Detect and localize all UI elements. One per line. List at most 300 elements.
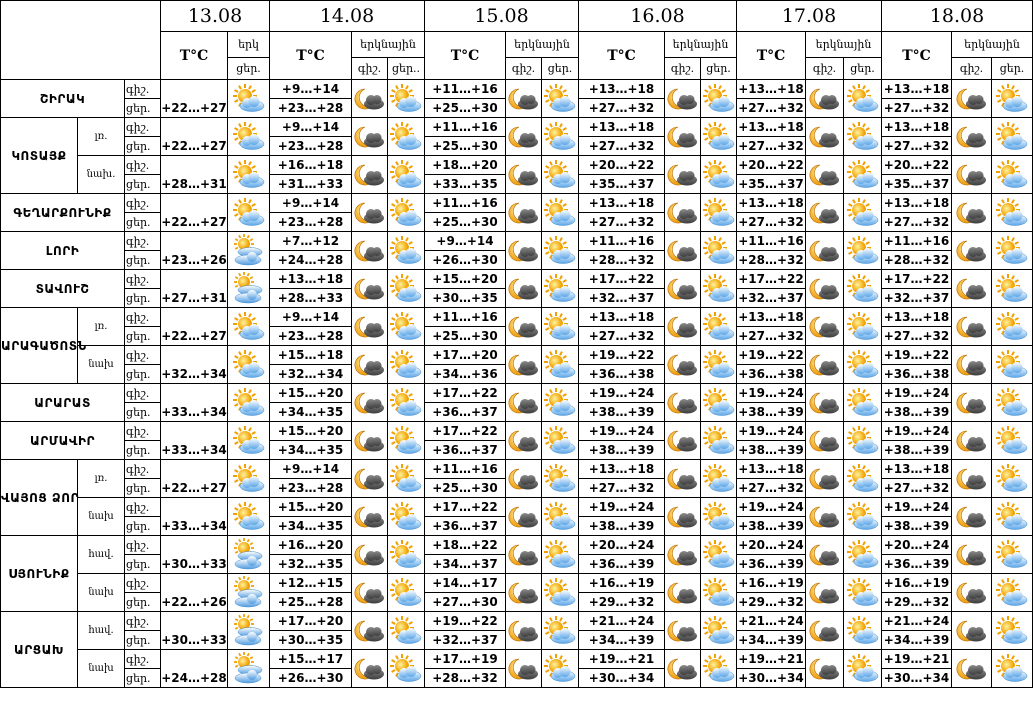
region-name: ԳԵՂԱՐՔՈՒՆԻՔ	[1, 194, 125, 232]
temp-day-value: +32…+37	[737, 289, 806, 308]
temp-night-value: +11…+16	[425, 118, 506, 137]
temp-day-value: +32…+37	[579, 289, 665, 308]
moon-cloud-icon	[952, 194, 992, 232]
temp-day-value: +34…+39	[737, 631, 806, 650]
temp-day-value: +28…+32	[737, 251, 806, 270]
weather-header: երկնային	[952, 32, 1033, 58]
day-subheader: ցեր.	[992, 58, 1033, 80]
sun-cloud-icon	[844, 612, 882, 650]
region-name: ԱՐԱՐԱՏ	[1, 384, 125, 422]
temp-day-value: +35…+37	[882, 175, 952, 194]
sun-cloud-icon	[388, 422, 425, 460]
moon-cloud-icon	[806, 80, 844, 118]
moon-cloud-icon	[665, 194, 701, 232]
moon-cloud-icon	[352, 346, 388, 384]
time-night-label: գիշ.	[125, 194, 161, 213]
sun-cloud-icon	[388, 612, 425, 650]
subregion-name: նախ	[78, 498, 125, 536]
temp-day-value: +34…+35	[270, 441, 352, 460]
temp-header: T°C	[161, 32, 228, 80]
sun-cloud-icon	[542, 612, 579, 650]
time-night-label: գիշ.	[125, 346, 161, 365]
time-night-label: գիշ.	[125, 232, 161, 251]
sun-cloud-icon	[542, 308, 579, 346]
sun-cloud-icon	[992, 80, 1033, 118]
temp-night-value: +20…+24	[882, 536, 952, 555]
temp-night-value: +19…+22	[737, 346, 806, 365]
sun-cloud-icon	[992, 574, 1033, 612]
temp-day-value: +35…+37	[579, 175, 665, 194]
subregion-name: նախ	[78, 346, 125, 384]
sun-cloud-icon	[542, 498, 579, 536]
temp-night-value: +13…+18	[737, 460, 806, 479]
weather-header: երկնային	[806, 32, 882, 58]
temp-day-value: +27…+32	[579, 137, 665, 156]
temp-night-value: +20…+24	[737, 536, 806, 555]
temp-night-value: +14…+17	[425, 574, 506, 593]
sun-cloud-icon	[844, 384, 882, 422]
sun-cloud-icon	[992, 460, 1033, 498]
temp-day-value: +23…+28	[270, 99, 352, 118]
sun-cloud-icon	[992, 612, 1033, 650]
temp-night-value: +13…+18	[579, 460, 665, 479]
moon-cloud-icon	[506, 346, 542, 384]
moon-cloud-icon	[506, 650, 542, 688]
temp-day-value: +30…+34	[882, 669, 952, 688]
moon-cloud-icon	[352, 498, 388, 536]
temp-day-value: +36…+37	[425, 517, 506, 536]
temp-day-value: +34…+39	[882, 631, 952, 650]
sun-cloud-icon	[844, 650, 882, 688]
region-name: ԼՈՐԻ	[1, 232, 125, 270]
date-header: 16.08	[579, 1, 737, 32]
temp-night-value: +20…+22	[737, 156, 806, 175]
moon-cloud-icon	[665, 460, 701, 498]
temp-night-value: +9…+14	[425, 232, 506, 251]
sun-cloud-icon	[701, 574, 737, 612]
sun-cloud-icon	[388, 80, 425, 118]
temp-value: +27…+31	[161, 270, 228, 308]
sun-cloud-icon	[228, 346, 270, 384]
temp-night-value: +19…+24	[882, 498, 952, 517]
subregion-name: լռ.	[78, 118, 125, 156]
temp-night-value: +19…+21	[882, 650, 952, 669]
temp-day-value: +38…+39	[737, 441, 806, 460]
moon-cloud-icon	[665, 574, 701, 612]
moon-cloud-icon	[506, 308, 542, 346]
temp-night-value: +16…+19	[882, 574, 952, 593]
temp-value: +22…+27	[161, 460, 228, 498]
subregion-name: հավ.	[78, 536, 125, 574]
region-name: ՏԱՎՈՒՇ	[1, 270, 125, 308]
temp-day-value: +23…+28	[270, 213, 352, 232]
temp-value: +22…+27	[161, 194, 228, 232]
sun-cloud-icon	[844, 156, 882, 194]
temp-day-value: +32…+35	[270, 555, 352, 574]
sun-cloud-icon	[388, 270, 425, 308]
temp-day-value: +34…+35	[270, 403, 352, 422]
temp-day-value: +26…+30	[270, 669, 352, 688]
temp-night-value: +21…+24	[579, 612, 665, 631]
sun-cloud-icon	[542, 80, 579, 118]
time-day-label: ցեր.	[125, 365, 161, 384]
temp-header: T°C	[425, 32, 506, 80]
moon-cloud-icon	[952, 156, 992, 194]
moon-cloud-icon	[806, 460, 844, 498]
moon-cloud-icon	[506, 536, 542, 574]
moon-cloud-icon	[952, 574, 992, 612]
sun-cloud-icon	[992, 498, 1033, 536]
temp-day-value: +27…+32	[579, 213, 665, 232]
temp-day-value: +35…+37	[737, 175, 806, 194]
time-night-label: գիշ.	[125, 650, 161, 669]
temp-day-value: +23…+28	[270, 327, 352, 346]
sun-cloud-icon	[992, 650, 1033, 688]
temp-night-value: +17…+22	[425, 422, 506, 441]
temp-day-value: +27…+32	[737, 479, 806, 498]
temp-day-value: +34…+39	[579, 631, 665, 650]
moon-cloud-icon	[506, 80, 542, 118]
subregion-name: նախ.	[78, 156, 125, 194]
time-night-label: գիշ.	[125, 118, 161, 137]
temp-day-value: +36…+39	[737, 555, 806, 574]
sun-cloud-icon	[992, 346, 1033, 384]
moon-cloud-icon	[506, 194, 542, 232]
sun-cloud-icon	[701, 612, 737, 650]
sun-cloud-icon	[701, 118, 737, 156]
temp-day-value: +38…+39	[579, 517, 665, 536]
sun-cloud-icon	[701, 384, 737, 422]
sun-heavy-clouds-icon	[228, 536, 270, 574]
sun-heavy-clouds-icon	[228, 650, 270, 688]
moon-cloud-icon	[665, 422, 701, 460]
sun-cloud-icon	[701, 650, 737, 688]
temp-night-value: +13…+18	[882, 118, 952, 137]
weather-header: երկնային	[506, 32, 579, 58]
temp-day-value: +29…+32	[882, 593, 952, 612]
sun-cloud-icon	[992, 232, 1033, 270]
temp-day-value: +32…+37	[882, 289, 952, 308]
sun-cloud-icon	[844, 574, 882, 612]
moon-cloud-icon	[506, 384, 542, 422]
moon-cloud-icon	[806, 422, 844, 460]
moon-cloud-icon	[806, 232, 844, 270]
temp-night-value: +19…+24	[882, 422, 952, 441]
temp-day-value: +27…+32	[882, 327, 952, 346]
temp-night-value: +17…+20	[425, 346, 506, 365]
temp-value: +33…+34	[161, 498, 228, 536]
moon-cloud-icon	[806, 346, 844, 384]
temp-night-value: +19…+24	[882, 384, 952, 403]
subregion-name: լռ.	[78, 460, 125, 498]
moon-cloud-icon	[952, 612, 992, 650]
temp-night-value: +21…+24	[882, 612, 952, 631]
sun-cloud-icon	[542, 574, 579, 612]
region-name: ԱՐՄԱՎԻՐ	[1, 422, 125, 460]
temp-day-value: +38…+39	[579, 403, 665, 422]
time-day-label: ցեր.	[125, 517, 161, 536]
day-subheader: ցեր.	[844, 58, 882, 80]
day-subheader: ցեր..	[388, 58, 425, 80]
temp-value: +33…+34	[161, 384, 228, 422]
temp-night-value: +15…+20	[270, 384, 352, 403]
moon-cloud-icon	[665, 118, 701, 156]
moon-cloud-icon	[506, 422, 542, 460]
moon-cloud-icon	[806, 536, 844, 574]
sun-cloud-icon	[388, 498, 425, 536]
moon-cloud-icon	[352, 270, 388, 308]
moon-cloud-icon	[806, 574, 844, 612]
day-subheader: ցեր.	[542, 58, 579, 80]
temp-day-value: +31…+33	[270, 175, 352, 194]
temp-value: +30…+33	[161, 536, 228, 574]
temp-day-value: +30…+35	[270, 631, 352, 650]
moon-cloud-icon	[665, 384, 701, 422]
temp-night-value: +20…+24	[579, 536, 665, 555]
time-day-label: ցեր.	[125, 289, 161, 308]
sun-cloud-icon	[228, 308, 270, 346]
temp-night-value: +13…+18	[882, 460, 952, 479]
sun-cloud-icon	[844, 460, 882, 498]
moon-cloud-icon	[952, 536, 992, 574]
moon-cloud-icon	[806, 118, 844, 156]
sun-cloud-icon	[992, 384, 1033, 422]
time-night-label: գիշ.	[125, 498, 161, 517]
temp-night-value: +11…+16	[425, 80, 506, 99]
temp-night-value: +13…+18	[579, 118, 665, 137]
temp-day-value: +38…+39	[579, 441, 665, 460]
moon-cloud-icon	[806, 384, 844, 422]
subregion-name: հավ.	[78, 612, 125, 650]
time-day-label: ցեր.	[125, 631, 161, 650]
subregion-name: նախ	[78, 650, 125, 688]
moon-cloud-icon	[952, 498, 992, 536]
moon-cloud-icon	[352, 536, 388, 574]
temp-day-value: +30…+34	[579, 669, 665, 688]
temp-value: +24…+28	[161, 650, 228, 688]
sun-cloud-icon	[388, 574, 425, 612]
sun-cloud-icon	[542, 194, 579, 232]
moon-cloud-icon	[506, 118, 542, 156]
sun-cloud-icon	[228, 460, 270, 498]
moon-cloud-icon	[665, 650, 701, 688]
temp-night-value: +19…+24	[579, 422, 665, 441]
night-subheader: գիշ.	[952, 58, 992, 80]
temp-night-value: +19…+24	[579, 498, 665, 517]
temp-night-value: +15…+20	[270, 422, 352, 441]
temp-value: +22…+27	[161, 118, 228, 156]
moon-cloud-icon	[352, 650, 388, 688]
temp-night-value: +18…+20	[425, 156, 506, 175]
temp-night-value: +16…+19	[579, 574, 665, 593]
temp-night-value: +11…+16	[425, 460, 506, 479]
temp-night-value: +13…+18	[579, 308, 665, 327]
temp-night-value: +19…+24	[737, 422, 806, 441]
moon-cloud-icon	[665, 270, 701, 308]
date-header: 17.08	[737, 1, 882, 32]
sun-cloud-icon	[542, 232, 579, 270]
moon-cloud-icon	[806, 650, 844, 688]
temp-day-value: +25…+28	[270, 593, 352, 612]
day-subheader: ցեր.	[701, 58, 737, 80]
sun-heavy-clouds-icon	[228, 612, 270, 650]
temp-night-value: +13…+18	[270, 270, 352, 289]
temp-value: +22…+26	[161, 574, 228, 612]
sun-cloud-icon	[844, 194, 882, 232]
moon-cloud-icon	[806, 308, 844, 346]
temp-day-value: +27…+32	[882, 479, 952, 498]
temp-day-value: +36…+38	[882, 365, 952, 384]
temp-value: +30…+33	[161, 612, 228, 650]
temp-night-value: +13…+18	[737, 118, 806, 137]
temp-day-value: +25…+30	[425, 327, 506, 346]
time-day-label: ցեր.	[125, 137, 161, 156]
time-day-label: ցեր.	[125, 669, 161, 688]
weather-header: երկ	[228, 32, 270, 58]
moon-cloud-icon	[952, 232, 992, 270]
temp-night-value: +19…+22	[579, 346, 665, 365]
temp-night-value: +9…+14	[270, 460, 352, 479]
sun-cloud-icon	[388, 536, 425, 574]
sun-cloud-icon	[228, 194, 270, 232]
temp-day-value: +33…+35	[425, 175, 506, 194]
moon-cloud-icon	[506, 498, 542, 536]
temp-night-value: +9…+14	[270, 194, 352, 213]
sun-cloud-icon	[992, 422, 1033, 460]
night-subheader: գիշ.	[506, 58, 542, 80]
moon-cloud-icon	[806, 194, 844, 232]
sun-cloud-icon	[388, 346, 425, 384]
temp-night-value: +7…+12	[270, 232, 352, 251]
time-night-label: գիշ.	[125, 384, 161, 403]
temp-day-value: +27…+30	[425, 593, 506, 612]
night-subheader: գիշ.	[665, 58, 701, 80]
temp-day-value: +38…+39	[737, 517, 806, 536]
temp-value: +28…+31	[161, 156, 228, 194]
time-night-label: գիշ.	[125, 536, 161, 555]
sun-cloud-icon	[701, 270, 737, 308]
temp-day-value: +24…+28	[270, 251, 352, 270]
temp-day-value: +38…+39	[882, 403, 952, 422]
moon-cloud-icon	[806, 270, 844, 308]
sun-cloud-icon	[388, 118, 425, 156]
sun-cloud-icon	[844, 80, 882, 118]
sun-cloud-icon	[701, 346, 737, 384]
temp-night-value: +17…+22	[737, 270, 806, 289]
temp-day-value: +29…+32	[579, 593, 665, 612]
time-day-label: ցեր.	[125, 251, 161, 270]
sun-cloud-icon	[992, 308, 1033, 346]
temp-day-value: +27…+32	[882, 137, 952, 156]
time-day-label: ցեր.	[125, 175, 161, 194]
temp-day-value: +27…+32	[579, 99, 665, 118]
moon-cloud-icon	[506, 460, 542, 498]
temp-value: +33…+34	[161, 422, 228, 460]
temp-night-value: +11…+16	[737, 232, 806, 251]
sun-cloud-icon	[992, 270, 1033, 308]
temp-day-value: +32…+37	[425, 631, 506, 650]
temp-day-value: +23…+28	[270, 137, 352, 156]
temp-night-value: +19…+24	[737, 498, 806, 517]
corner-cell	[1, 1, 161, 80]
sun-cloud-icon	[388, 650, 425, 688]
sun-cloud-icon	[542, 346, 579, 384]
time-day-label: ցեր.	[125, 593, 161, 612]
moon-cloud-icon	[665, 536, 701, 574]
temp-day-value: +36…+39	[579, 555, 665, 574]
temp-night-value: +20…+22	[579, 156, 665, 175]
moon-cloud-icon	[952, 650, 992, 688]
moon-cloud-icon	[352, 80, 388, 118]
time-day-label: ցեր.	[125, 441, 161, 460]
temp-day-value: +28…+32	[425, 669, 506, 688]
region-name: ԿՈՏԱՅՔ	[1, 118, 78, 194]
temp-day-value: +36…+39	[882, 555, 952, 574]
moon-cloud-icon	[952, 270, 992, 308]
temp-header: T°C	[270, 32, 352, 80]
temp-header: T°C	[579, 32, 665, 80]
temp-night-value: +9…+14	[270, 80, 352, 99]
weather-header: երկնային	[352, 32, 425, 58]
region-name: ՍՅՈՒՆԻՔ	[1, 536, 78, 612]
temp-day-value: +25…+30	[425, 479, 506, 498]
time-day-label: ցեր.	[125, 327, 161, 346]
date-header: 15.08	[425, 1, 579, 32]
sun-heavy-clouds-icon	[228, 270, 270, 308]
moon-cloud-icon	[952, 118, 992, 156]
temp-day-value: +36…+38	[737, 365, 806, 384]
temp-value: +22…+27	[161, 80, 228, 118]
temp-night-value: +12…+15	[270, 574, 352, 593]
sun-cloud-icon	[992, 194, 1033, 232]
region-name: ԱՐԱԳԱԾՈՏՆ	[1, 308, 78, 384]
temp-night-value: +13…+18	[737, 194, 806, 213]
sun-cloud-icon	[701, 498, 737, 536]
time-night-label: գիշ.	[125, 80, 161, 99]
temp-night-value: +19…+21	[737, 650, 806, 669]
moon-cloud-icon	[352, 612, 388, 650]
sun-cloud-icon	[844, 118, 882, 156]
temp-night-value: +11…+16	[425, 194, 506, 213]
moon-cloud-icon	[952, 80, 992, 118]
temp-night-value: +11…+16	[882, 232, 952, 251]
sun-cloud-icon	[228, 80, 270, 118]
sun-cloud-icon	[542, 650, 579, 688]
sun-cloud-icon	[388, 194, 425, 232]
moon-cloud-icon	[665, 612, 701, 650]
temp-day-value: +27…+32	[579, 327, 665, 346]
temp-night-value: +18…+22	[425, 536, 506, 555]
moon-cloud-icon	[665, 232, 701, 270]
temp-day-value: +25…+30	[425, 213, 506, 232]
temp-day-value: +28…+33	[270, 289, 352, 308]
sun-cloud-icon	[701, 460, 737, 498]
temp-day-value: +25…+30	[425, 137, 506, 156]
temp-day-value: +36…+38	[579, 365, 665, 384]
temp-day-value: +28…+32	[579, 251, 665, 270]
temp-night-value: +13…+18	[579, 80, 665, 99]
temp-day-value: +27…+32	[882, 213, 952, 232]
sun-cloud-icon	[701, 536, 737, 574]
sun-cloud-icon	[844, 536, 882, 574]
sun-cloud-icon	[542, 270, 579, 308]
sun-cloud-icon	[228, 384, 270, 422]
sun-cloud-icon	[844, 232, 882, 270]
date-header: 13.08	[161, 1, 270, 32]
sun-cloud-icon	[701, 156, 737, 194]
sun-cloud-icon	[701, 194, 737, 232]
moon-cloud-icon	[952, 384, 992, 422]
